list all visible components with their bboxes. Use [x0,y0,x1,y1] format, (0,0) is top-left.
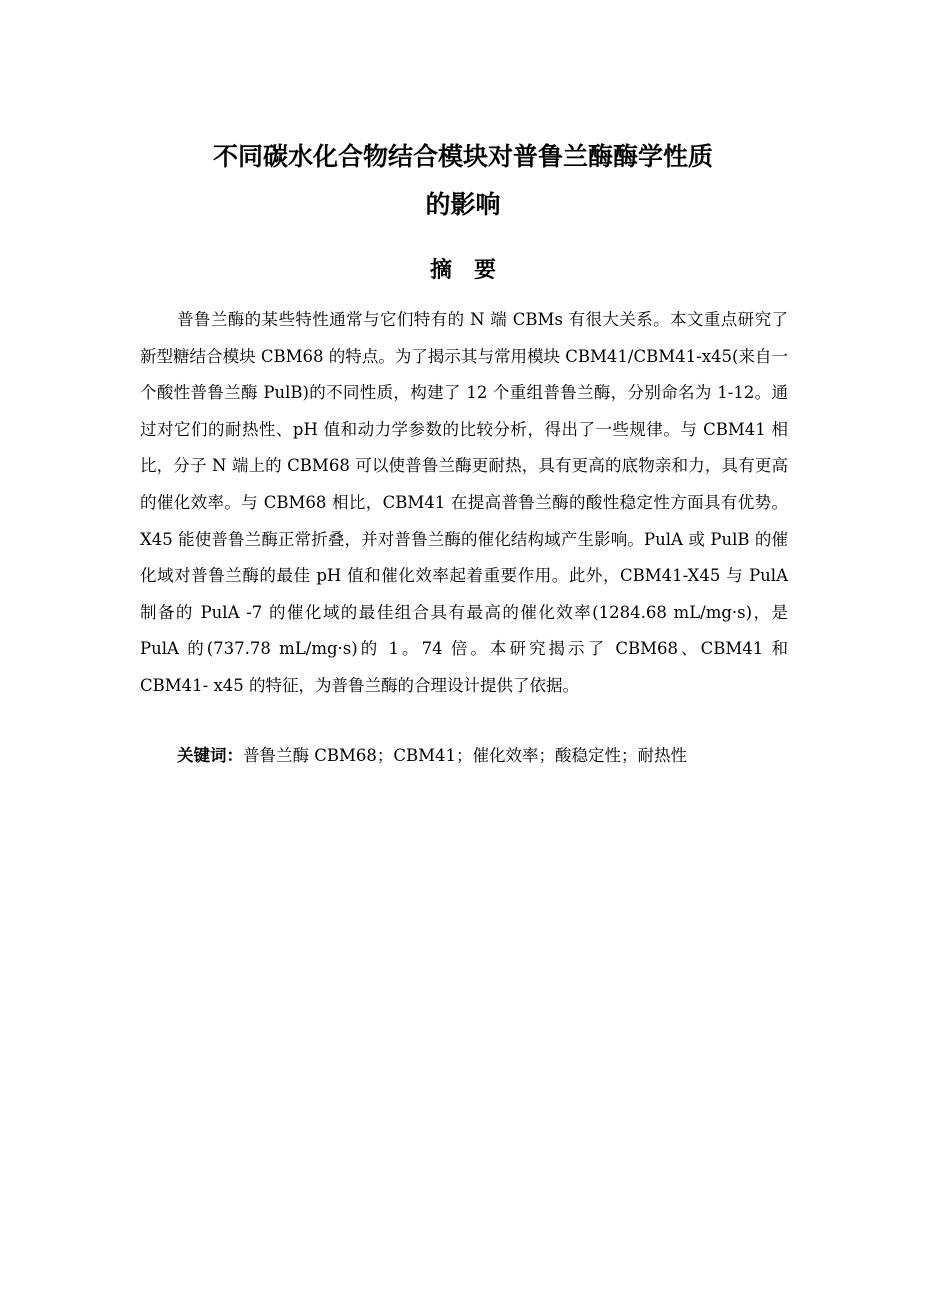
keywords-line [140,738,788,775]
abstract-heading: 摘要 [429,258,518,283]
abstract-body: 普鲁兰酶的某些特性通常与它们特有的 N 端 CBMs 有很大关系。本文重点研究了新型糖结合模块 CBM68 的特点。为了揭示其与常用模块 CBM41/CBM41-x45(来自一个酸性普鲁兰酶 PulB)的不同性质，构建了 12 个重组普鲁兰酶，分别命名为 1-12。通过对它们的耐热性、pH 值和动力学参数的比较分析，得出了一些规律。与 CBM41 相比，分子 N 端上的 CBM68 可以使普鲁兰酶更耐热，具有更高的底物亲和力，具有更高的催化效率。与 CBM68 相比，CBM41 在提高普鲁兰酶的酸性稳定性方面具有优势。X45 能使普鲁兰酶正常折叠，并对普鲁兰酶的催化结构域产生影响。PulA 或 PulB 的催化域对普鲁兰酶的最佳 pH 值和催化效率起着重要作用。此外，CBM41-X45 与 PulA 制备的 PulA -7 的催化域的最佳组合具有最高的催化效率(1284.68 mL/mg·s)，是 PulA 的(737.78 mL/mg·s)的 1。74 倍。本研究揭示了 CBM68、CBM41 和 CBM41- x45 的特征，为普鲁兰酶的合理设计提供了依据。 [140,310,788,695]
paper-title-line-2: 的影响 [425,190,501,219]
keywords-text: 普鲁兰酶 CBM68；CBM41；催化效率；酸稳定性；耐热性 [243,746,688,765]
paper-title-line-1: 不同碳水化合物结合模块对普鲁兰酶酶学性质 [212,142,713,171]
keywords-label: 关键词： [177,746,243,765]
